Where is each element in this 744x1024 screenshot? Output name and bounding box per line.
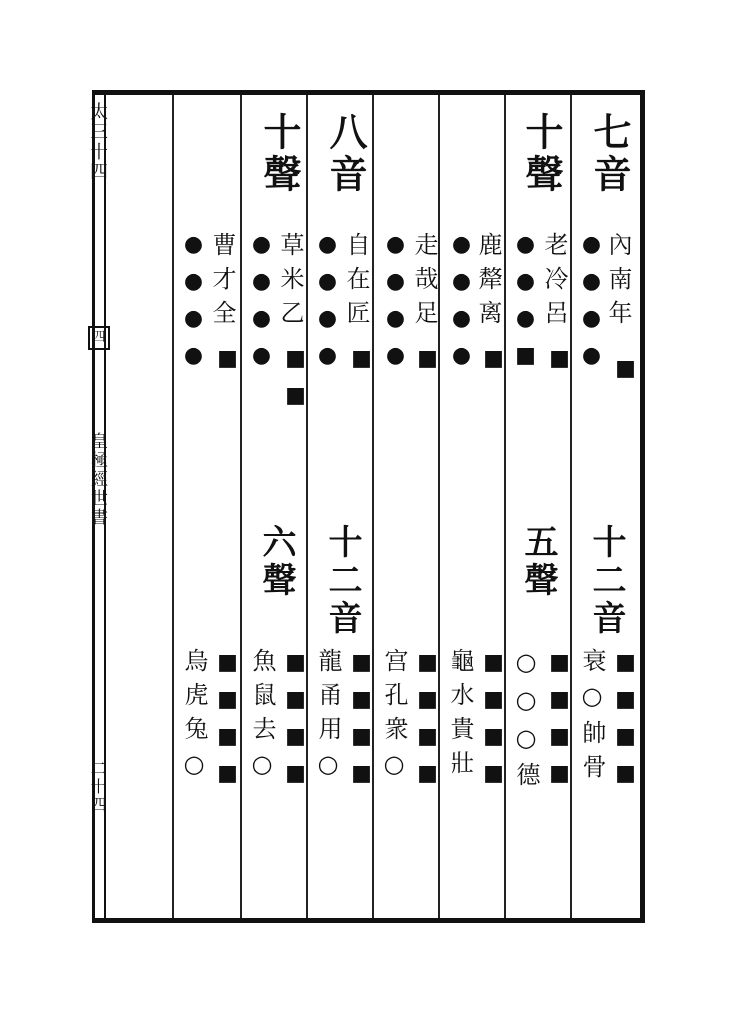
lower-squares-l4: ■■■■ [415,650,440,798]
column-divider [172,95,174,918]
lower-squares-l1: ■■■■ [613,650,638,798]
margin-box: 四 [88,326,110,350]
page-frame-top [92,90,645,95]
heading-lower-l6: 六聲 [256,524,296,600]
lower-chars-l6: 魚鼠去○ [248,648,276,788]
upper-square-c4: ■ [415,346,440,383]
upper-dots-c6: ●●●● [249,232,274,380]
upper-chars-c2: 老冷呂 [540,232,568,334]
upper-dots-c3: ●●●● [449,232,474,380]
heading-upper-c1: 七音 [587,112,632,196]
page-frame-bottom [92,918,645,923]
upper-dots-c2: ●●●■ [513,232,538,380]
upper-dots-c7: ●●●● [181,232,206,380]
heading-upper-c6: 十聲 [257,112,302,196]
lower-chars-l5: 龍甬用○ [314,648,342,788]
upper-chars-c7: 曹才全 [208,232,236,334]
upper-chars-c4: 走哉足 [410,232,438,334]
upper-chars-c5: 自在匠 [342,232,370,334]
column-divider [240,95,242,918]
upper-chars-c1: 內南年 [604,232,632,334]
lower-chars-l3: 龜水貴壯 [446,648,474,784]
upper-square-c7: ■ [215,346,240,383]
upper-square-c2: ■ [547,346,572,383]
upper-dots-c4: ●●●● [383,232,408,380]
heading-upper-c5: 八音 [323,112,368,196]
lower-chars-l4: 宫孔衆○ [380,648,408,788]
lower-squares-l5: ■■■■ [349,650,374,798]
margin-top-text: 太三十四 [87,102,108,182]
upper-chars-c6: 草米乙 [276,232,304,334]
upper-square-c3: ■ [481,346,506,383]
upper-square-c5: ■ [349,346,374,383]
heading-upper-c2: 十聲 [519,112,564,196]
upper-dots-c5: ●●●● [315,232,340,380]
page-frame-right [640,90,645,923]
lower-squares-l2: ■■■■ [547,650,572,798]
upper-chars-c3: 鹿犛离 [474,232,502,334]
lower-chars-l1: 衰○帥骨 [578,648,606,788]
upper-dots-c1: ●●●● [579,232,604,380]
lower-squares-l7: ■■■■ [215,650,240,798]
lower-squares-l3: ■■■■ [481,650,506,798]
lower-chars-l7: 烏虎兔○ [180,648,208,788]
lower-squares-l6: ■■■■ [283,650,308,798]
heading-lower-l1: 十二音 [586,524,626,638]
margin-book-title: 皇極經世書 [87,432,107,527]
upper-square-c1: ■ [613,356,638,393]
upper-square-c6: ■■ [283,346,308,420]
heading-lower-l2: 五聲 [518,524,558,600]
lower-chars-l2: ○○○德 [512,648,540,796]
heading-lower-l5: 十二音 [322,524,362,638]
margin-page-number: 二十四 [88,760,107,814]
